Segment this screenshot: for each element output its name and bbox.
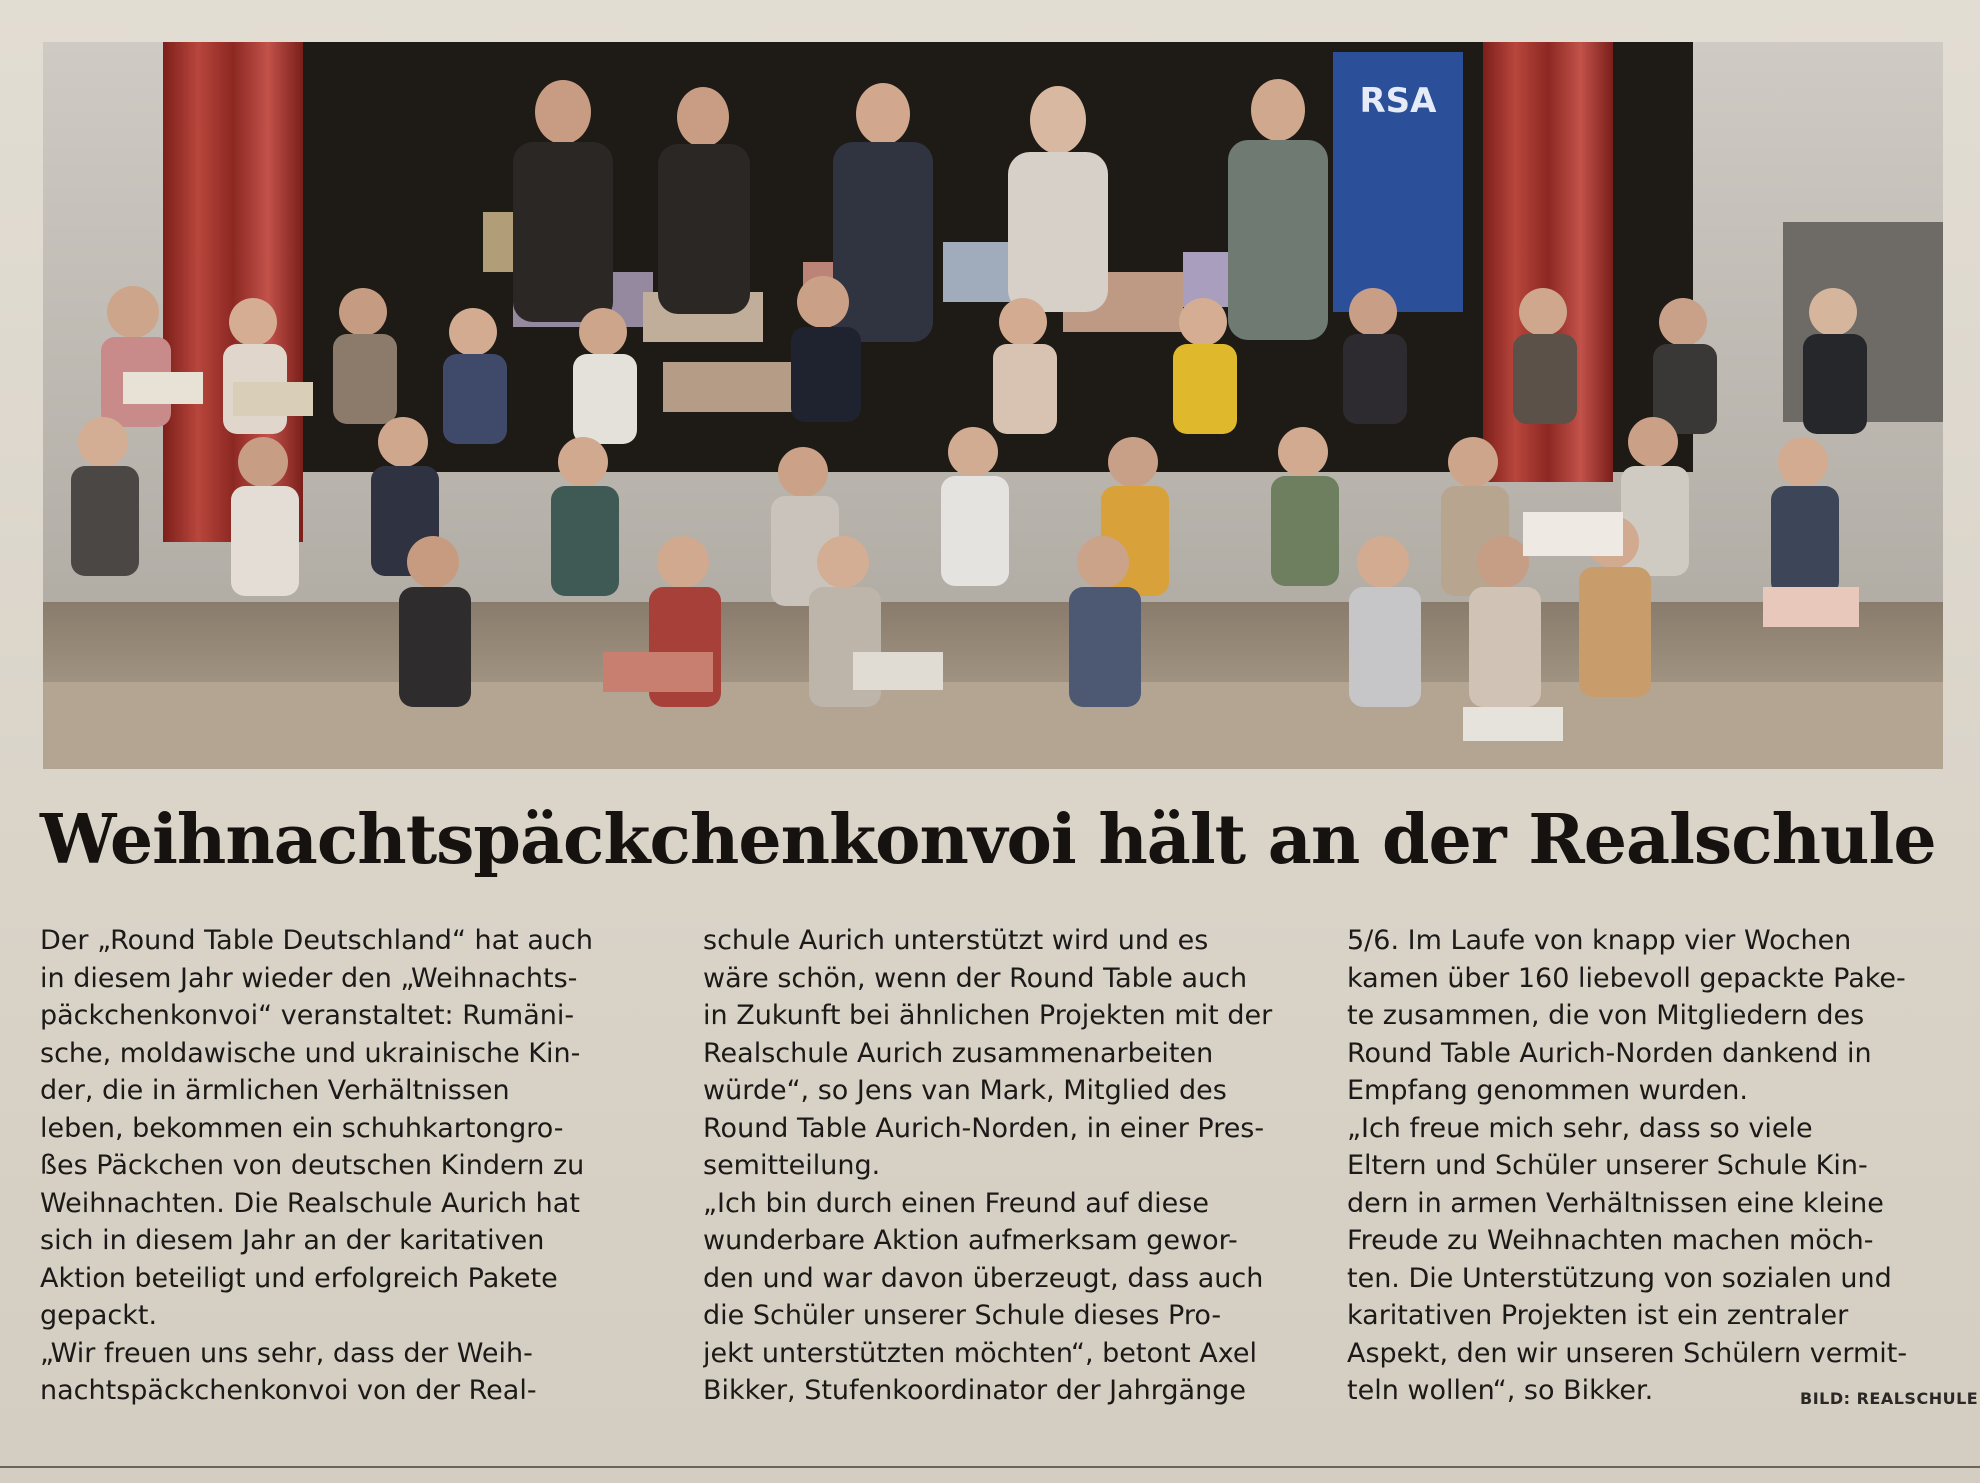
text-line: Aspekt, den wir unseren Schülern vermit- (1347, 1337, 1908, 1369)
text-line: die Schüler unserer Schule dieses Pro- (703, 1300, 1222, 1331)
text-line: den und war davon überzeugt, dass auch (703, 1262, 1264, 1294)
article-body (40, 922, 1960, 1442)
text-column-2 (703, 922, 1308, 1410)
text-line: wunderbare Aktion aufmerksam gewor- (703, 1225, 1238, 1256)
text-line: Der „Round Table Deutschland“ hat auch (40, 925, 593, 956)
text-line: wäre schön, wenn der Round Table auch (703, 962, 1248, 994)
text-line: der, die in ärmlichen Verhältnissen (40, 1075, 510, 1106)
text-line: in diesem Jahr wieder den „Weihnachts- (40, 962, 578, 994)
group-photo (43, 42, 1943, 769)
text-column-1 (40, 922, 645, 1410)
text-line: gepackt. (40, 1300, 158, 1331)
text-line: leben, bekommen ein schuhkartongro- (40, 1112, 564, 1144)
text-line: nachtspäckchenkonvoi von der Real- (40, 1375, 537, 1406)
text-line: Realschule Aurich zusammenarbeiten (703, 1037, 1214, 1069)
text-line: Round Table Aurich-Norden, in einer Pres- (703, 1112, 1265, 1144)
text-line: in Zukunft bei ähnlichen Projekten mit der (703, 1000, 1273, 1031)
text-line: sich in diesem Jahr an der karitativen (40, 1225, 545, 1256)
text-line: „Ich freue mich sehr, dass so viele (1347, 1112, 1813, 1144)
text-line: ten. Die Unterstützung von sozialen und (1347, 1262, 1892, 1294)
text-line: Round Table Aurich-Norden dankend in (1347, 1037, 1872, 1069)
text-line: kamen über 160 liebevoll gepackte Pake- (1347, 962, 1906, 994)
text-line: Empfang genommen wurden. (1347, 1075, 1748, 1106)
text-line: te zusammen, die von Mitgliedern des (1347, 1000, 1865, 1031)
photo-illustration (43, 42, 1943, 769)
text-line: ßes Päckchen von deutschen Kindern zu (40, 1150, 585, 1181)
text-line: schule Aurich unterstützt wird und es (703, 925, 1209, 956)
text-line: dern in armen Verhältnissen eine kleine (1347, 1187, 1884, 1219)
text-line: Freude zu Weihnachten machen möch- (1347, 1225, 1874, 1256)
text-line: würde“, so Jens van Mark, Mitglied des (703, 1075, 1227, 1106)
text-line: jekt unterstützten möchten“, betont Axel (703, 1337, 1258, 1369)
text-line: „Wir freuen uns sehr, dass der Weih- (40, 1337, 533, 1369)
banner-text: RSA (1359, 81, 1437, 121)
article-headline: Weihnachtspäckchenkonvoi hält an der Realschule (40, 800, 1936, 880)
text-column-3 (1347, 922, 1947, 1410)
text-line: sche, moldawische und ukrainische Kin- (40, 1037, 581, 1069)
text-line: Eltern und Schüler unserer Schule Kin- (1347, 1150, 1868, 1181)
text-line: 5/6. Im Laufe von knapp vier Wochen (1347, 925, 1852, 956)
text-line: „Ich bin durch einen Freund auf diese (703, 1187, 1209, 1219)
text-line: teln wollen“, so Bikker. (1347, 1375, 1654, 1406)
bottom-divider (0, 1466, 1980, 1468)
text-line: Bikker, Stufenkoordinator der Jahrgänge (703, 1375, 1246, 1406)
photo-credit: BILD: REALSCHULE (1800, 1389, 1979, 1408)
text-line: karitativen Projekten ist ein zentraler (1347, 1300, 1849, 1331)
text-line: päckchenkonvoi“ veranstaltet: Rumäni- (40, 1000, 575, 1031)
text-line: Weihnachten. Die Realschule Aurich hat (40, 1187, 580, 1219)
text-line: Aktion beteiligt und erfolgreich Pakete (40, 1262, 558, 1294)
text-line: semitteilung. (703, 1150, 881, 1181)
